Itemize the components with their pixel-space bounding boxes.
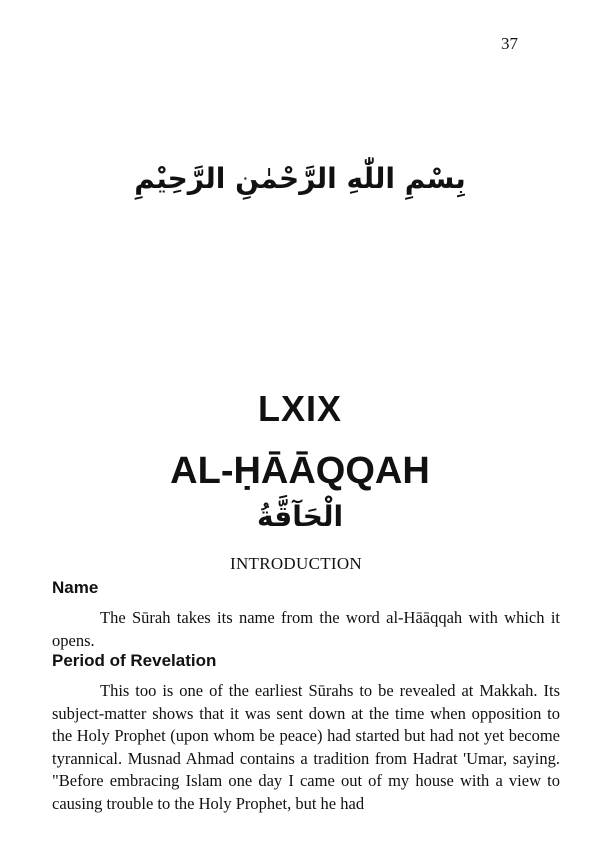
surah-title: AL-ḤĀĀQQAH (170, 450, 430, 492)
section-heading-name: Name (52, 578, 99, 597)
chapter-numeral: LXIX (257, 388, 342, 429)
introduction-heading: INTRODUCTION (229, 554, 363, 573)
section-text-period: This too is one of the earliest Sūrahs to be revealed at Makkah. Its subject-matter shows that it was sent down at the time when opposition to the Holy Prophet (upon whom be peace) had started but had not yet become tyrannical. Musnad Ahmad contains a tradition from Hadrat 'Umar, saying. "Before embracing Islam one day I came out of my house with a view to causing trouble to the Holy Prophet, but he had (52, 681, 560, 813)
section-heading-period: Period of Revelation (52, 651, 217, 670)
section-text-name: The Sūrah takes its name from the word al-Hāāqqah with which it opens. (52, 608, 560, 650)
surah-arabic-title: الْحَآقَّةُ (256, 500, 344, 533)
page-number: 37 (501, 34, 518, 53)
basmala-calligraphy: بِسْمِ اللّٰهِ الرَّحْمٰنِ الرَّحِيْمِ (134, 162, 466, 195)
